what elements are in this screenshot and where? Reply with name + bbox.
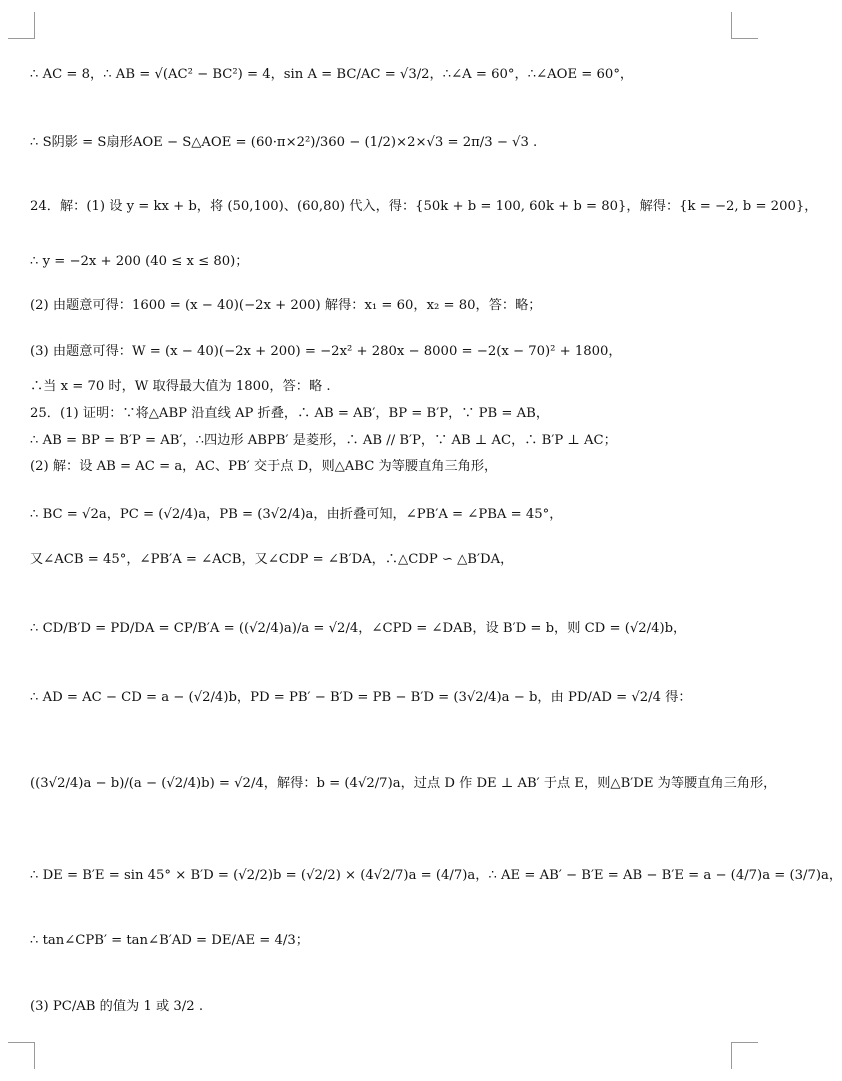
crop-mark-top-right xyxy=(731,12,758,39)
solution-line: ∴ AC = 8，∴ AB = √(AC² − BC²) = 4，sin A = BC/AC = √3/2，∴∠A = 60°，∴∠AOE = 60°， xyxy=(30,66,634,82)
solution-line: ((3√2/4)a − b)/(a − (√2/4)b) = √2/4，解得：b = (4√2/7)a，过点 D 作 DE ⊥ AB′ 于点 E，则△B′DE 为等腰直角三角形， xyxy=(30,775,777,791)
solution-line: ∴ AB = BP = B′P = AB′，∴四边形 ABPB′ 是菱形，∴ AB // B′P，∵ AB ⊥ AC，∴ B′P ⊥ AC； xyxy=(30,432,617,448)
crop-mark-top-left xyxy=(8,12,35,39)
solution-line: 24．解：(1) 设 y = kx + b，将 (50,100)、(60,80) 代入，得：{50k + b = 100, 60k + b = 80}，解得：{k = −2, b = 200}， xyxy=(30,198,818,214)
crop-mark-bottom-left xyxy=(8,1042,35,1069)
solution-line: ∴ tan∠CPB′ = tan∠B′AD = DE/AE = 4/3； xyxy=(30,932,309,948)
solution-line: ∴ y = −2x + 200 (40 ≤ x ≤ 80)； xyxy=(30,253,249,269)
solution-line: ∴ BC = √2a，PC = (√2/4)a，PB = (3√2/4)a，由折叠可知，∠PB′A = ∠PBA = 45°， xyxy=(30,506,563,522)
solution-line: (3) PC/AB 的值为 1 或 3/2 . xyxy=(30,998,204,1014)
solution-line: (3) 由题意可得：W = (x − 40)(−2x + 200) = −2x² + 280x − 8000 = −2(x − 70)² + 1800， xyxy=(30,343,622,359)
solution-line: 25．(1) 证明：∵将△ABP 沿直线 AP 折叠，∴ AB = AB′，BP = B′P，∵ PB = AB， xyxy=(30,405,550,421)
solution-line: ∴ CD/B′D = PD/DA = CP/B′A = ((√2/4)a)/a = √2/4，∠CPD = ∠DAB，设 B′D = b，则 CD = (√2/4)b， xyxy=(30,620,687,636)
solution-line: ∴ S阴影 = S扇形AOE − S△AOE = (60·π×2²)/360 − (1/2)×2×√3 = 2π/3 − √3 . xyxy=(30,134,538,150)
solution-line: (2) 由题意可得：1600 = (x − 40)(−2x + 200) 解得：x₁ = 60，x₂ = 80，答：略； xyxy=(30,297,542,313)
solution-line: ∴ AD = AC − CD = a − (√2/4)b，PD = PB′ − B′D = PB − B′D = (3√2/4)a − b，由 PD/AD = √2/4 得： xyxy=(30,689,692,705)
solution-line: ∴当 x = 70 时，W 取得最大值为 1800，答：略 . xyxy=(30,378,331,394)
solution-line: (2) 解：设 AB = AC = a，AC、PB′ 交于点 D，则△ABC 为等腰直角三角形， xyxy=(30,458,498,474)
solution-line: ∴ DE = B′E = sin 45° × B′D = (√2/2)b = (√2/2) × (4√2/7)a = (4/7)a，∴ AE = AB′ − B′E = AB − B′E = a − (4/7)a = (3/7)a， xyxy=(30,867,842,883)
solution-line: 又∠ACB = 45°，∠PB′A = ∠ACB，又∠CDP = ∠B′DA，∴△CDP ∽ △B′DA， xyxy=(30,551,514,567)
crop-mark-bottom-right xyxy=(731,1042,758,1069)
